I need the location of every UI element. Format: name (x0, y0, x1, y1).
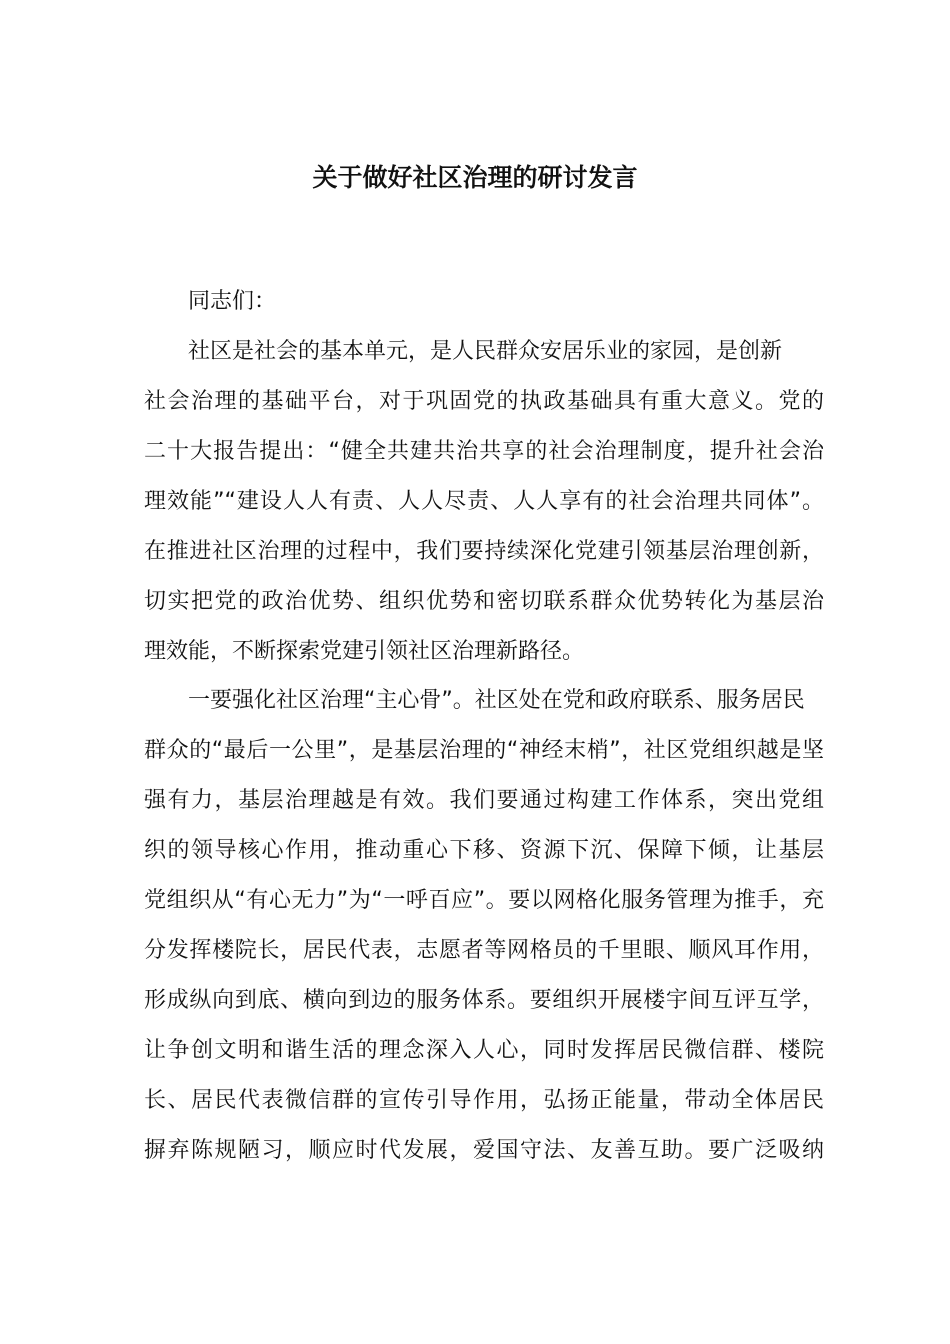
paragraph-line: 二十大报告提出：“健全共建共治共享的社会治理制度，提升社会治 (144, 439, 824, 464)
paragraph-line: 一要强化社区治理“主心骨”。社区处在党和政府联系、服务居民 (188, 688, 805, 713)
paragraph-line: 织的领导核心作用，推动重心下移、资源下沉、保障下倾，让基层 (144, 838, 824, 863)
paragraph-line: 长、居民代表微信群的宣传引导作用，弘扬正能量，带动全体居民 (144, 1088, 824, 1113)
document-title: 关于做好社区治理的研讨发言 (312, 163, 638, 192)
salutation: 同志们： (188, 289, 277, 314)
paragraph-line: 分发挥楼院长，居民代表，志愿者等网格员的千里眼、顺风耳作用， (144, 938, 824, 963)
paragraph-line: 社会治理的基础平台，对于巩固党的执政基础具有重大意义。党的 (144, 389, 824, 414)
paragraph-line: 强有力，基层治理越是有效。我们要通过构建工作体系，突出党组 (144, 788, 824, 813)
paragraph-line: 理效能”“建设人人有责、人人尽责、人人享有的社会治理共同体”。 (144, 489, 824, 514)
paragraph-line: 在推进社区治理的过程中，我们要持续深化党建引领基层治理创新， (144, 539, 824, 564)
paragraph-line: 理效能，不断探索党建引领社区治理新路径。 (144, 639, 585, 664)
paragraph-line: 摒弃陈规陋习，顺应时代发展，爱国守法、友善互助。要广泛吸纳 (144, 1138, 824, 1163)
paragraph-line: 群众的“最后一公里”，是基层治理的“神经末梢”，社区党组织越是坚 (144, 738, 824, 763)
paragraph-line: 切实把党的政治优势、组织优势和密切联系群众优势转化为基层治 (144, 589, 824, 614)
paragraph-line: 让争创文明和谐生活的理念深入人心，同时发挥居民微信群、楼院 (144, 1038, 824, 1063)
paragraph-line: 党组织从“有心无力”为“一呼百应”。要以网格化服务管理为推手，充 (144, 888, 824, 913)
paragraph-line: 形成纵向到底、横向到边的服务体系。要组织开展楼宇间互评互学， (144, 988, 824, 1013)
paragraph-line: 社区是社会的基本单元，是人民群众安居乐业的家园，是创新 (188, 339, 783, 364)
